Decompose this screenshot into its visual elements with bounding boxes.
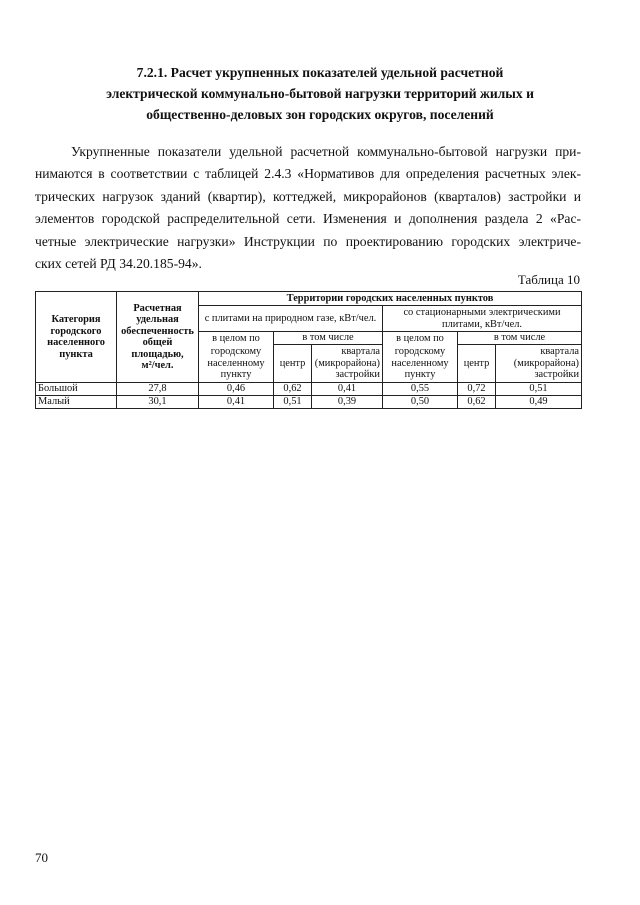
heading-line-2: электрической коммунально-бытовой нагрузки территорий жилых и [106, 86, 534, 101]
load-table [35, 291, 582, 409]
cell-electric-blocks: 0,51 [496, 383, 582, 396]
header-gas-overall: в целом по [199, 332, 274, 345]
header-gas-center: центр [274, 345, 312, 383]
paragraph-line: четные электрические нагрузки» Инструкции по проектированию городских электриче- [35, 233, 581, 249]
table-caption: Таблица 10 [517, 272, 580, 287]
cell-gas-center: 0,62 [274, 383, 312, 396]
paragraph-line: Укрупненные показатели удельной расчетной коммунально-бытовой нагрузки при- [71, 144, 581, 159]
header-gas-including: в том числе [274, 332, 383, 345]
cell-category: Малый [36, 396, 117, 409]
paragraph-line: нимаются в соответствии с таблицей 2.4.3 «Нормативов для определения расчетных элек- [35, 166, 581, 182]
cell-gas-blocks: 0,41 [312, 383, 383, 396]
header-electric-overall-rest: городскому населенному пункту [383, 345, 458, 383]
page-number: 70 [35, 850, 48, 865]
header-electric-blocks: квартала (микрорайона) застройки [496, 345, 582, 383]
header-gas: с плитами на природном газе, кВт/чел. [199, 306, 383, 332]
cell-electric-blocks: 0,49 [496, 396, 582, 409]
paragraph-line: трических нагрузок зданий (квартир), коттеджей, микрорайонов (кварталов) застройки и [35, 188, 581, 204]
header-area [117, 292, 199, 383]
cell-area: 27,8 [117, 383, 199, 396]
cell-gas-blocks: 0,39 [312, 396, 383, 409]
cell-electric-total: 0,50 [383, 396, 458, 409]
cell-category: Большой [36, 383, 117, 396]
section-heading [60, 62, 580, 125]
cell-area: 30,1 [117, 396, 199, 409]
body-paragraph [35, 141, 581, 275]
cell-electric-center: 0,72 [458, 383, 496, 396]
header-area-unit: м²/чел. [141, 360, 174, 371]
cell-electric-total: 0,55 [383, 383, 458, 396]
heading-line-1: 7.2.1. Расчет укрупненных показателей удельной расчетной [136, 65, 504, 80]
cell-gas-center: 0,51 [274, 396, 312, 409]
paragraph-line: ских сетей РД 34.20.185-94». [35, 255, 202, 271]
paragraph-line: элементов городской распределительной сети. Изменения и дополнения раздела 2 «Рас- [35, 211, 581, 227]
cell-gas-total: 0,41 [199, 396, 274, 409]
table-row [36, 396, 582, 409]
header-category: Категория городского населенного пункта [36, 292, 117, 383]
header-electric-center: центр [458, 345, 496, 383]
header-electric: со стационарными электрическими плитами, кВт/чел. [383, 306, 582, 332]
cell-electric-center: 0,62 [458, 396, 496, 409]
header-electric-including: в том числе [458, 332, 582, 345]
header-electric-overall: в целом по [383, 332, 458, 345]
cell-gas-total: 0,46 [199, 383, 274, 396]
heading-line-3: общественно-деловых зон городских округов, поселений [146, 107, 494, 122]
header-gas-overall-rest: городскому населенному пункту [199, 345, 274, 383]
header-territories: Территории городских населенных пунктов [199, 292, 582, 306]
header-gas-blocks: квартала (микрорайона) застройки [312, 345, 383, 383]
header-area-text: Расчетная удельная обеспеченность общей площадью, [121, 302, 194, 360]
table-row [36, 383, 582, 396]
